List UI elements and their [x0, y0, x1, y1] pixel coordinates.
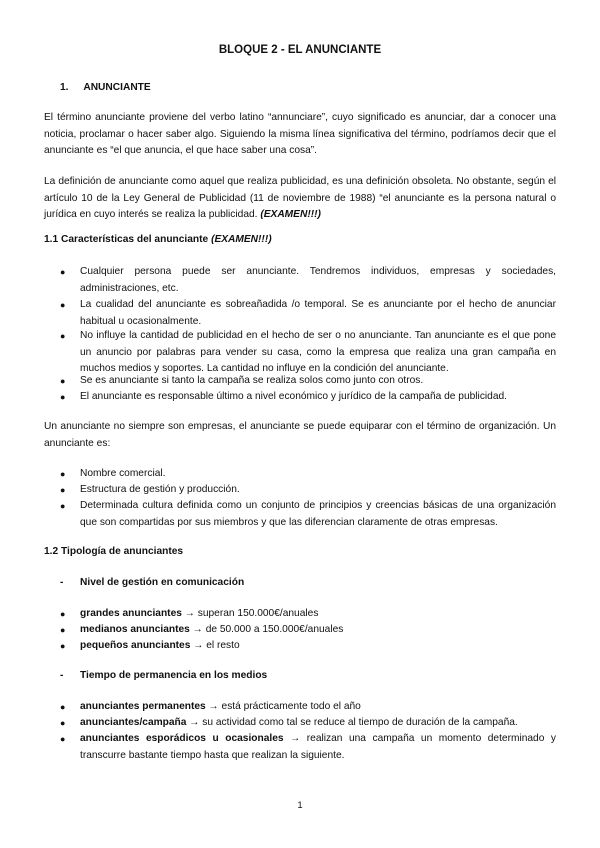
paragraph-2 [44, 174, 556, 224]
page-title: BLOQUE 2 - EL ANUNCIANTE [218, 44, 382, 56]
list-item [60, 466, 556, 483]
list-item-term: medianos anunciantes [80, 624, 190, 635]
bullet-icon: ● [60, 641, 66, 651]
bullet-icon: ● [60, 392, 66, 402]
list-item-text: → de 50.000 a 150.000€/anuales [189, 624, 344, 635]
list-item-text: Nombre comercial. [80, 468, 166, 479]
bullet-icon: ● [60, 300, 66, 310]
subsection-gestion-title: Nivel de gestión en comunicación [80, 577, 245, 588]
section-1-1-title: 1.1 Características del anunciante [44, 234, 209, 245]
list-item-text: → su actividad como tal se reduce al tiempo de duración de la campaña. [186, 717, 518, 728]
page-number: 1 [297, 800, 303, 811]
bullet-icon: ● [60, 702, 66, 712]
list-item-text: Se es anunciante si tanto la campaña se realiza solos como junto con otros. [80, 375, 424, 386]
paragraph-1: El término anunciante proviene del verbo latino “annunciare”, cuyo significado es anunciar, dar a conocer una noticia, proclamar o hacer saber algo. Siguiendo la misma línea significativa del término, podríamos decir que el anunciante es “el que anuncia, el que hace saber una cosa”. [44, 112, 556, 156]
section-1-number: 1. [60, 82, 69, 93]
section-1-1-heading [44, 232, 272, 249]
list-item [60, 498, 556, 531]
list-item [60, 389, 556, 406]
list-item [60, 622, 556, 639]
bullet-icon: ● [60, 331, 66, 341]
list-item [60, 264, 556, 297]
list-item-text: Cualquier persona puede ser anunciante. Tendremos individuos, empresas y sociedades, administraciones, etc. [80, 266, 556, 294]
list-item [60, 699, 556, 716]
dash-marker: - [60, 670, 64, 681]
list-item-text: → está prácticamente todo el año [205, 701, 361, 712]
list-item [60, 482, 556, 499]
list-item-term: pequeños anunciantes [80, 640, 191, 651]
bullet-icon: ● [60, 376, 66, 386]
subsection-tiempo-heading [60, 668, 556, 685]
list-item-text: El anunciante es responsable último a nivel económico y jurídico de la campaña de publicidad. [80, 391, 507, 402]
list-item [60, 638, 556, 655]
subsection-gestion-heading [60, 575, 556, 592]
bullet-icon: ● [60, 718, 66, 728]
list-item-text: → el resto [190, 640, 240, 651]
bullet-icon: ● [60, 625, 66, 635]
list-item-term: anunciantes/campaña [80, 717, 187, 728]
list-item-term: anunciantes esporádicos u ocasionales [80, 733, 284, 744]
list-item-text: → superan 150.000€/anuales [181, 608, 319, 619]
list-item [60, 715, 556, 732]
section-1-2-heading: 1.2 Tipología de anunciantes [44, 546, 184, 557]
subsection-tiempo-title: Tiempo de permanencia en los medios [80, 670, 268, 681]
paragraph-3: Un anunciante no siempre son empresas, el anunciante se puede equiparar con el término de organización. Un anunciante es: [44, 421, 556, 449]
list-item-text: Determinada cultura definida como un conjunto de principios y creencias básicas de una organización que son compartidas por sus miembros y que las diferencian claramente de otras empresas. [80, 500, 556, 528]
section-1-heading [60, 80, 151, 97]
bullet-icon: ● [60, 501, 66, 511]
list-item-text: Estructura de gestión y producción. [80, 484, 240, 495]
bullet-icon: ● [60, 267, 66, 277]
list-item-text: No influye la cantidad de publicidad en el hecho de ser o no anunciante. Tan anunciante es el que pone un anuncio por palabras para vender su casa, como la empresa que realiza una gran campaña en muchos medios y soportes. La cantidad no influye en la condición del anunciante. [80, 330, 556, 374]
list-item-term: grandes anunciantes [80, 608, 182, 619]
paragraph-2-exam-note: (EXAMEN!!!) [260, 209, 321, 220]
list-item [60, 328, 556, 378]
list-item [60, 297, 556, 330]
bullet-icon: ● [60, 485, 66, 495]
dash-marker: - [60, 577, 64, 588]
bullet-icon: ● [60, 609, 66, 619]
list-item [60, 606, 556, 623]
section-1-1-exam-note: (EXAMEN!!!) [211, 234, 272, 245]
list-item-text: La cualidad del anunciante es sobreañadida /o temporal. Se es anunciante por el hecho de anunciar habitual u ocasionalmente. [80, 299, 556, 327]
bullet-icon: ● [60, 469, 66, 479]
list-item [60, 731, 556, 764]
list-item-term: anunciantes permanentes [80, 701, 206, 712]
list-item-text: → realizan una campaña un momento determinado y transcurre bastante tiempo hasta que realizan la siguiente. [80, 733, 556, 761]
list-item [60, 373, 556, 390]
paragraph-2-text: La definición de anunciante como aquel que realiza publicidad, es una definición obsoleta. No obstante, según el artículo 10 de la Ley General de Publicidad (11 de noviembre de 1988) “el anunciante es la persona natural o jurídica en cuyo interés se realiza la publicidad. [44, 176, 556, 220]
bullet-icon: ● [60, 734, 66, 744]
section-1-title: ANUNCIANTE [83, 82, 151, 93]
